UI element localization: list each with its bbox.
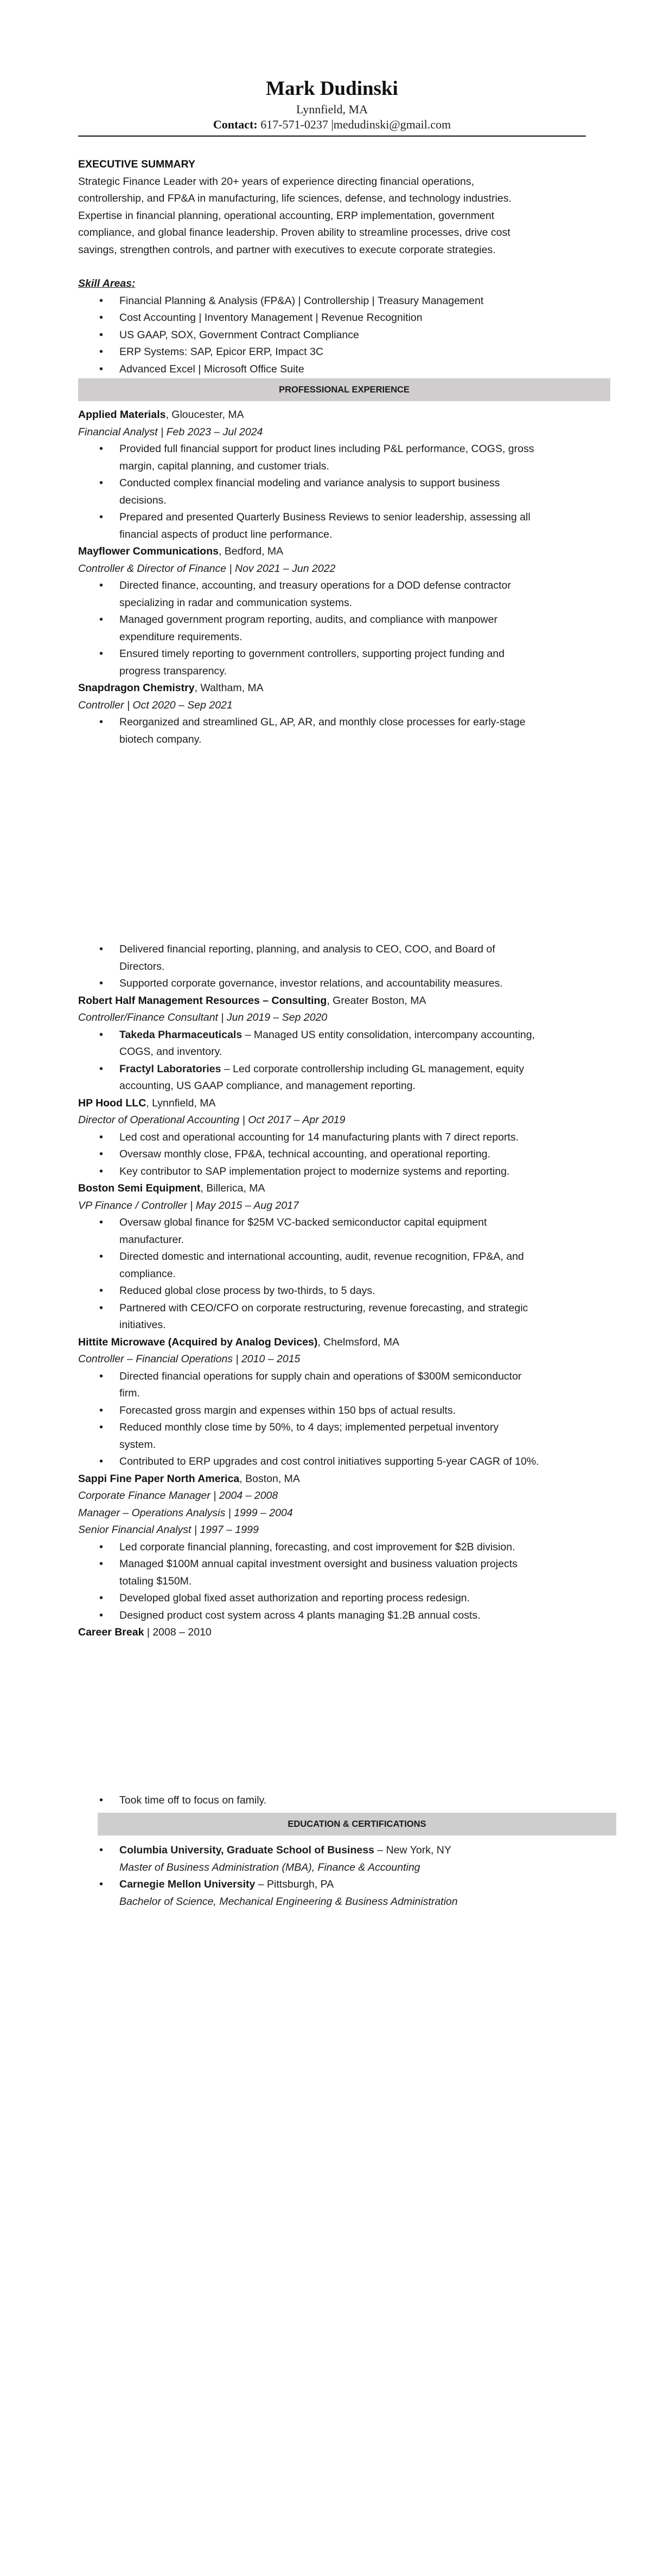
company-location: , Waltham, MA <box>194 682 264 694</box>
bullet-item: • Conducted complex financial modeling and variance analysis to support business decisions. <box>78 475 588 509</box>
bullet-item: • Oversaw global finance for $25M VC-backed semiconductor capital equipment manufacturer. <box>78 1214 588 1248</box>
summary-line: Strategic Finance Leader with 20+ years of experience directing financial operations, <box>78 175 475 188</box>
company-location: , Billerica, MA <box>200 1182 265 1194</box>
education-section <box>78 1842 588 1910</box>
bullet-item: • Fractyl Laboratories – Led corporate controllership including GL management, equity accounting, US GAAP compliance, and management reporting. <box>78 1061 588 1095</box>
education-item <box>78 1842 588 1859</box>
education-heading: EDUCATION & CERTIFICATIONS <box>98 1813 616 1836</box>
bullet-item: • Led corporate financial planning, forecasting, and cost improvement for $2B division. <box>78 1539 588 1556</box>
bullet-item: • Oversaw monthly close, FP&A, technical accounting, and operational reporting. <box>78 1146 588 1163</box>
company-location: , Chelmsford, MA <box>317 1336 400 1348</box>
bullet-item: • Managed government program reporting, audits, and compliance with manpower expenditure requirements. <box>78 611 588 646</box>
degree: Master of Business Administration (MBA), Finance & Accounting <box>119 1861 420 1873</box>
job-bullets-continued <box>78 941 588 993</box>
summary-line: Expertise in financial planning, operational accounting, ERP implementation, government <box>78 209 495 222</box>
company-name: Robert Half Management Resources – Consulting <box>78 994 327 1007</box>
candidate-location: Lynnfield, MA <box>296 102 368 116</box>
skill-item: • Financial Planning & Analysis (FP&A) | Controllership | Treasury Management <box>78 293 588 310</box>
company-location: , Bedford, MA <box>218 545 284 557</box>
bullet-item: • Supported corporate governance, investor relations, and accountability measures. <box>78 975 588 993</box>
bullet-item: • Takeda Pharmaceuticals – Managed US entity consolidation, intercompany accounting, COGS, and inventory. <box>78 1027 588 1061</box>
school-location: – Pittsburgh, PA <box>255 1878 334 1890</box>
bullet-item: • Provided full financial support for product lines including P&L performance, COGS, gross margin, capital planning, and customer trials. <box>78 441 588 475</box>
company-name: Applied Materials <box>78 409 166 421</box>
bullet-item: • Delivered financial reporting, planning, and analysis to CEO, COO, and Board of Directors. <box>78 941 588 975</box>
career-break-bullets <box>78 1792 588 1809</box>
bullet-item: • Partnered with CEO/CFO on corporate restructuring, revenue forecasting, and strategic initiatives. <box>78 1300 588 1334</box>
bullet-item: • Directed domestic and international accounting, audit, revenue recognition, FP&A, and compliance. <box>78 1248 588 1283</box>
bullet-item: • Led cost and operational accounting for 14 manufacturing plants with 7 direct reports. <box>78 1129 588 1147</box>
job-robert-half <box>78 993 588 1010</box>
skills-section <box>78 275 588 378</box>
school-name: Carnegie Mellon University <box>119 1878 256 1890</box>
bullet-item: • Managed $100M annual capital investment oversight and business valuation projects totaling $150M. <box>78 1556 588 1590</box>
bullet-item: • Reorganized and streamlined GL, AP, AR, and monthly close processes for early-stage biotech company. <box>78 714 588 748</box>
professional-experience-heading: PROFESSIONAL EXPERIENCE <box>78 378 610 401</box>
school-location: – New York, NY <box>374 1844 451 1856</box>
job-bullets <box>78 714 588 748</box>
experience-block-page2 <box>78 941 588 1641</box>
job-bullets <box>78 577 588 680</box>
executive-summary-heading: EXECUTIVE SUMMARY <box>78 158 195 170</box>
job-role: Financial Analyst | Feb 2023 – Jul 2024 <box>78 426 263 438</box>
skills-list <box>78 293 588 378</box>
bullet-item: • Prepared and presented Quarterly Business Reviews to senior leadership, assessing all financial aspects of product line performance. <box>78 509 588 543</box>
candidate-name: Mark Dudinski <box>266 78 398 100</box>
skill-item: • US GAAP, SOX, Government Contract Compliance <box>78 327 588 344</box>
job-role: Senior Financial Analyst | 1997 – 1999 <box>78 1524 259 1536</box>
company-name: Snapdragon Chemistry <box>78 682 195 694</box>
education-list <box>78 1842 588 1859</box>
skill-item: • Advanced Excel | Microsoft Office Suite <box>78 361 588 378</box>
bullet-item: • Took time off to focus on family. <box>78 1792 588 1809</box>
company-location: , Lynnfield, MA <box>146 1097 216 1109</box>
job-role: VP Finance / Controller | May 2015 – Aug 2017 <box>78 1199 299 1212</box>
job-role: Corporate Finance Manager | 2004 – 2008 <box>78 1490 278 1502</box>
job-role: Controller/Finance Consultant | Jun 2019 – Sep 2020 <box>78 1012 328 1023</box>
school-name: Columbia University, Graduate School of Business <box>119 1844 374 1856</box>
company-name: HP Hood LLC <box>78 1097 146 1109</box>
skill-areas-label: Skill Areas: <box>78 278 136 289</box>
executive-summary-section <box>78 156 588 259</box>
bullet-item: • Designed product cost system across 4 plants managing $1.2B annual costs. <box>78 1607 588 1625</box>
company-location: , Boston, MA <box>239 1472 300 1485</box>
summary-line: controllership, and FP&A in manufacturing, life sciences, defense, and technology industries. <box>78 192 512 204</box>
career-break-dates: | 2008 – 2010 <box>144 1626 212 1638</box>
job-role: Director of Operational Accounting | Oct 2017 – Apr 2019 <box>78 1114 346 1126</box>
skill-item: • Cost Accounting | Inventory Management | Revenue Recognition <box>78 310 588 327</box>
job-applied-materials <box>78 407 588 424</box>
job-bullets <box>78 1027 588 1095</box>
skill-item: • ERP Systems: SAP, Epicor ERP, Impact 3C <box>78 344 588 361</box>
job-hp-hood <box>78 1095 588 1112</box>
job-bullets <box>78 1539 588 1625</box>
bullet-item: • Reduced monthly close time by 50%, to 4 days; implemented perpetual inventory system. <box>78 1419 588 1453</box>
bullet-item: • Forecasted gross margin and expenses within 150 bps of actual results. <box>78 1402 588 1420</box>
bullet-item: • Reduced global close process by two-thirds, to 5 days. <box>78 1283 588 1300</box>
contact-value: 617-571-0237 |medudinski@gmail.com <box>257 118 451 131</box>
header-divider <box>78 136 586 137</box>
career-break <box>78 1624 588 1641</box>
bullet-item: • Developed global fixed asset authorization and reporting process redesign. <box>78 1590 588 1607</box>
job-role: Controller | Oct 2020 – Sep 2021 <box>78 699 233 711</box>
experience-block-page1 <box>78 407 588 748</box>
job-bullets <box>78 441 588 543</box>
education-list <box>78 1876 588 1894</box>
contact-line <box>0 117 664 132</box>
job-bullets <box>78 1214 588 1334</box>
job-snapdragon-chemistry <box>78 680 588 697</box>
company-location: , Gloucester, MA <box>165 409 244 421</box>
summary-line: savings, strengthen controls, and partner with executives to execute corporate strategies. <box>78 243 496 256</box>
bullet-item: • Directed financial operations for supply chain and operations of $300M semiconductor firm. <box>78 1368 588 1402</box>
job-mayflower-communications <box>78 543 588 561</box>
company-name: Sappi Fine Paper North America <box>78 1472 240 1485</box>
education-item <box>78 1876 588 1894</box>
job-hittite-microwave <box>78 1334 588 1351</box>
job-sappi-fine-paper <box>78 1471 588 1488</box>
career-break-label: Career Break <box>78 1626 144 1638</box>
company-name: Mayflower Communications <box>78 545 219 557</box>
job-bullets <box>78 1368 588 1471</box>
company-name: Hittite Microwave (Acquired by Analog Devices) <box>78 1336 318 1348</box>
contact-label: Contact: <box>213 118 258 131</box>
summary-line: compliance, and global finance leadership. Proven ability to streamline processes, drive cost <box>78 227 510 239</box>
bullet-item: • Key contributor to SAP implementation project to modernize systems and reporting. <box>78 1163 588 1181</box>
career-break-block <box>78 1792 588 1809</box>
bullet-item: • Contributed to ERP upgrades and cost control initiatives supporting 5-year CAGR of 10%. <box>78 1453 588 1471</box>
bullet-item: • Ensured timely reporting to government controllers, supporting project funding and progress transparency. <box>78 646 588 680</box>
bullet-item: • Directed finance, accounting, and treasury operations for a DOD defense contractor specializing in radar and communication systems. <box>78 577 588 611</box>
company-name: Boston Semi Equipment <box>78 1182 201 1194</box>
degree: Bachelor of Science, Mechanical Engineering & Business Administration <box>119 1895 458 1908</box>
job-role: Controller – Financial Operations | 2010 – 2015 <box>78 1353 301 1365</box>
company-location: , Greater Boston, MA <box>327 994 426 1007</box>
job-boston-semi-equipment <box>78 1180 588 1197</box>
job-role: Controller & Director of Finance | Nov 2021 – Jun 2022 <box>78 562 336 575</box>
job-bullets <box>78 1129 588 1181</box>
job-role: Manager – Operations Analysis | 1999 – 2004 <box>78 1506 293 1519</box>
